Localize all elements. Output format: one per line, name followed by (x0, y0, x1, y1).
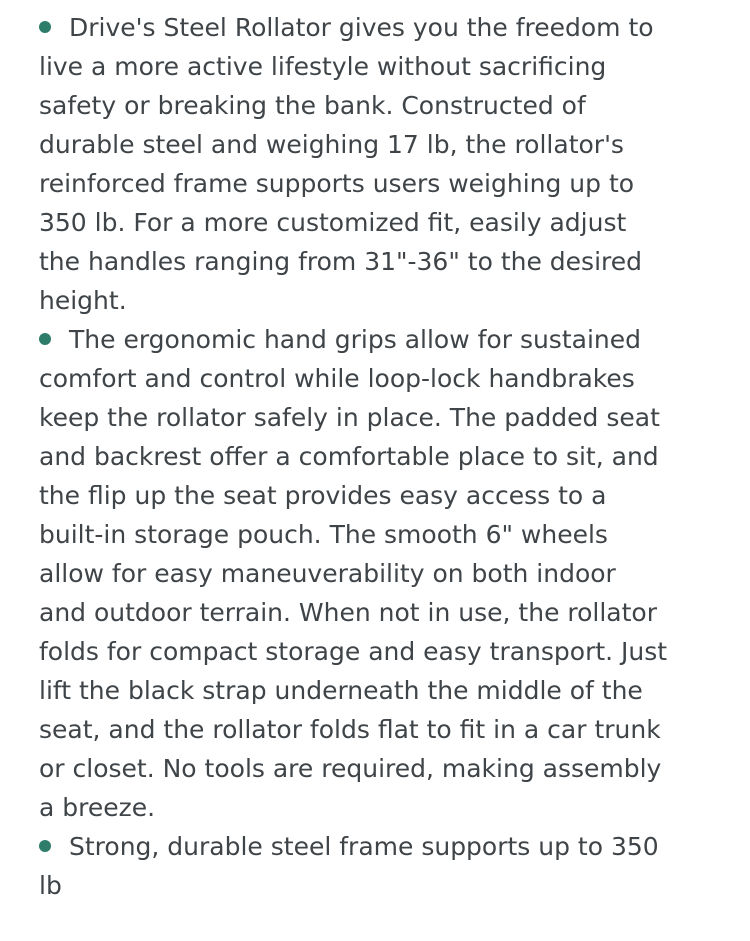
list-item (39, 8, 669, 320)
list-item (39, 320, 669, 827)
list-item-text: The ergonomic hand grips allow for sustained comfort and control while loop-lock handbrakes keep the rollator safely in place. The padded seat and backrest offer a comfortable place to sit, and the flip up the seat provides easy access to a built-in storage pouch. The smooth 6" wheels allow for easy maneuverability on both indoor and outdoor terrain. When not in use, the rollator folds for compact storage and easy transport. Just lift the black strap underneath the middle of the seat, and the rollator folds flat to fit in a car trunk or closet. No tools are required, making assembly a breeze. (39, 325, 668, 822)
list-item-text: Drive's Steel Rollator gives you the freedom to live a more active lifestyle without sacrificing safety or breaking the bank. Constructed of durable steel and weighing 17 lb, the rollator's reinforced frame supports users weighing up to 350 lb. For a more customized fit, easily adjust the handles ranging from 31"-36" to the desired height. (39, 13, 654, 315)
bullet-dot-icon (39, 333, 51, 345)
bullet-dot-icon (39, 21, 51, 33)
product-description (39, 8, 669, 905)
bullet-dot-icon (39, 840, 51, 852)
list-item-text: Strong, durable steel frame supports up to 350 lb (39, 832, 659, 900)
list-item (39, 827, 669, 905)
